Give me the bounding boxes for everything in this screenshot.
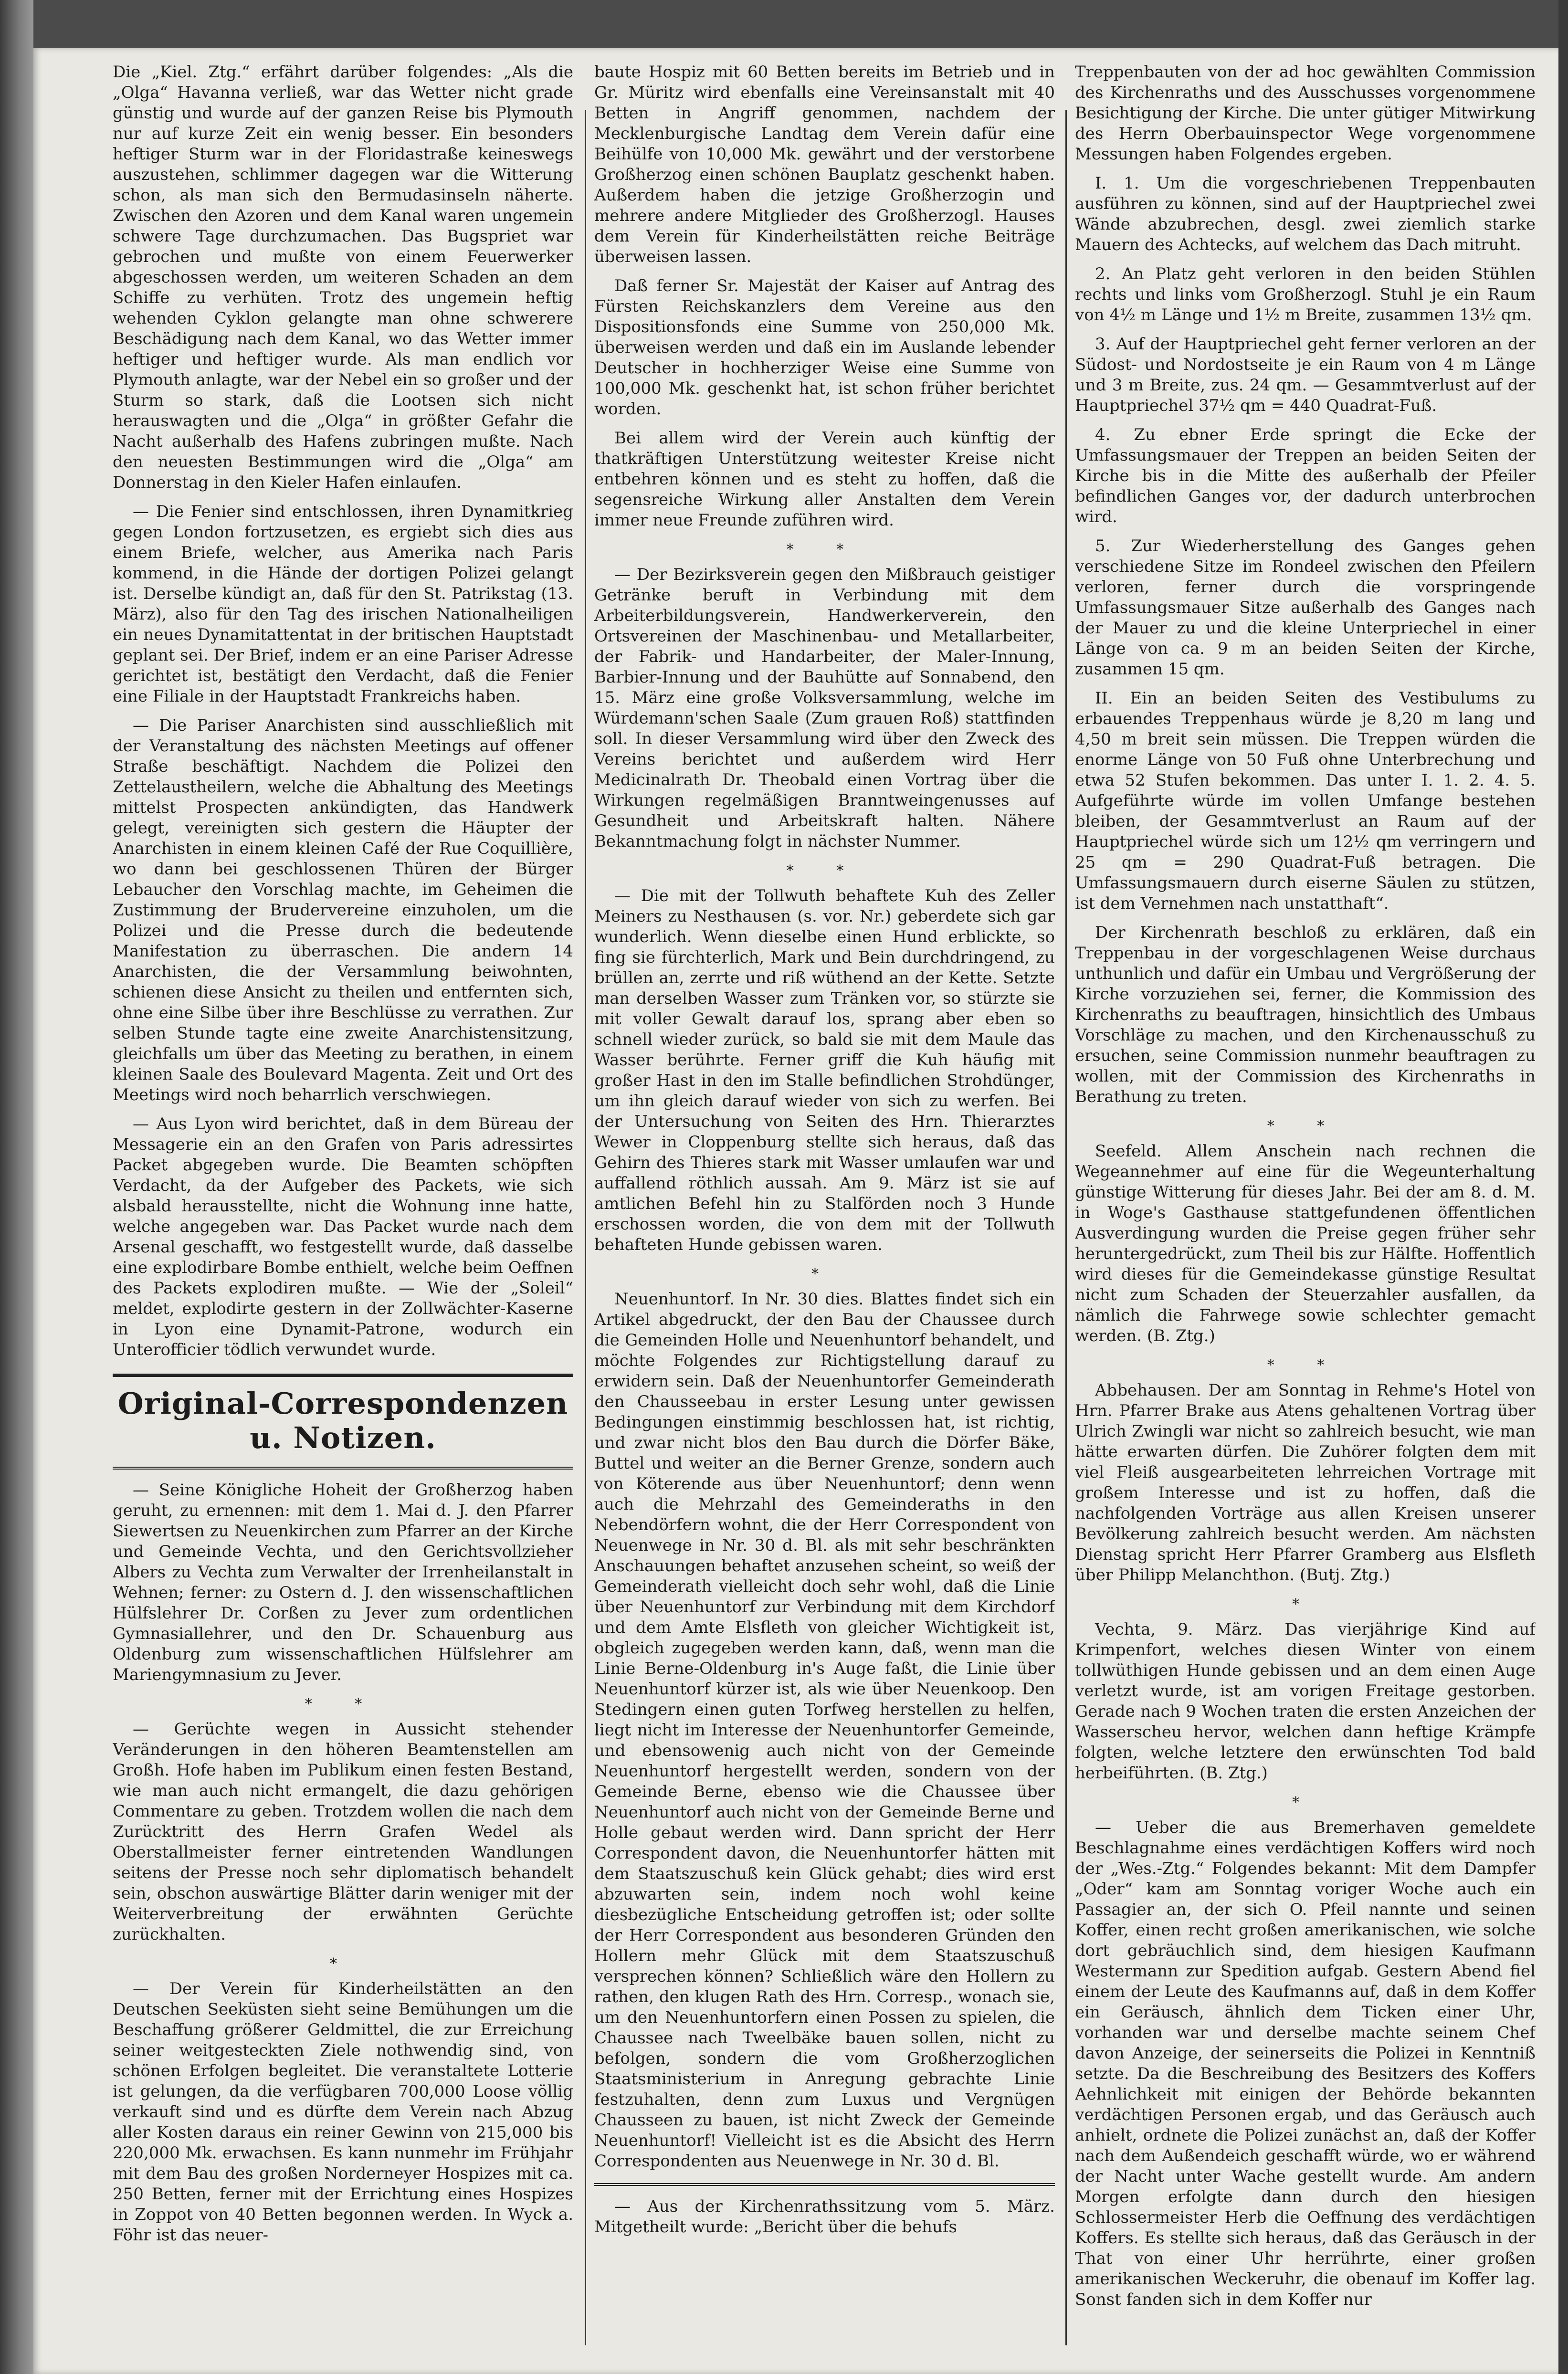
article-kirchenrath: — Aus der Kirchenrathssitzung vom 5. März. Mitgetheilt wurde: „Bericht über die behufs	[594, 2197, 1055, 2237]
section-heading: Original-Correspondenzen u. Notizen.	[117, 1386, 568, 1455]
article-geruechte: — Gerüchte wegen in Aussicht stehender Veränderungen in den höheren Beamtenstellen am Großh. Hofe haben im Publikum einen festen Bestand, wie man auch nicht ermangelt, die dazu gehörigen Commentare zu geben. Trotzdem wollen die nach dem Zurücktritt des Herrn Grafen Wedel als Oberstallmeister ferner eintretenden Wandlungen seitens der Presse noch sehr diplomatisch behandelt sein, obschon auswärtige Blätter darin weniger mit der Weiterverbreitung der erwähnten Gerüchte zurückhalten.	[113, 1720, 573, 1944]
column-rule	[1065, 110, 1067, 2345]
article-fenier: — Die Fenier sind entschlossen, ihren Dynamitkrieg gegen London fortzusetzen, es ergiebt sich dies aus einem Briefe, welcher, aus Amerika nach Paris kommend, in die Hände der dortigen Polizei gelangt ist. Derselbe kündigt an, daß für den St. Patrikstag (13. März), also für den Tag des irischen Nationalheiligen ein neues Dynamitattentat in der britischen Hauptstadt geplant sei. Der Brief, indem er an eine Pariser Adresse gerichtet ist, bestätigt den Verdacht, daß die Fenier eine Filiale in der Hauptstadt Frankreichs haben.	[113, 502, 573, 706]
article-hospiz: baute Hospiz mit 60 Betten bereits im Betrieb und in Gr. Müritz wird ebenfalls eine Vereinsanstalt mit 40 Betten in Angriff genommen, nachdem der Mecklenburgische Landtag dem Verein dafür eine Beihülfe von 10,000 Mk. gewährt und der verstorbene Großherzog einen schönen Bauplatz geschenkt haben. Außerdem haben die jetzige Großherzogin und mehrere andere Mitglieder des Großherzogl. Hauses dem Verein für Kinderheilstätten reiche Beiträge überweisen lassen.	[594, 63, 1055, 266]
article-bremerhaven: — Ueber die aus Bremerhaven gemeldete Beschlagnahme eines verdächtigen Koffers wird noch der „Wes.-Ztg.“ Folgendes bekannt: Mit dem Dampfer „Oder“ kam am Sonntag voriger Woche auch ein Passagier an, der sich O. Pfeil nannte und seinen Koffer, einen recht großen amerikanischen, wie solche dort gebräuchlich sind, dem hiesigen Kaufmann Westermann zur Spedition aufgab. Gestern Abend fiel einem der Leute des Kaufmanns auf, daß in dem Koffer ein Geräusch, ähnlich dem Ticken einer Uhr, vorhanden war und derselbe machte seinem Chef davon Anzeige, der seinerseits die Polizei in Kenntniß setzte. Da die Beschreibung des Besitzers des Koffers Aehnlichkeit mit einigen der Behörde bekannten verdächtigen Personen ergab, und das Geräusch auch anhielt, ordnete die Polizei zunächst an, daß der Koffer nach dem Außendeich geschafft würde, wo er während der Nacht unter Wache gestellt wurde. Am andern Morgen erfolgte dann durch den hiesigen Schlossermeister Herb die Oeffnung des verdächtigen Koffers. Es stellte sich heraus, daß das Geräusch in der That von einer Uhr herrührte, einer großen amerikanischen Weckeruhr, die obenauf im Koffer lag. Sonst fanden sich in dem Koffer nur	[1075, 1818, 1536, 2309]
article-verein: Bei allem wird der Verein auch künftig der thatkräftigen Unterstützung weitester Kreise nicht entbehren können und es steht zu hoffen, daß die segensreiche Wirkung aller Anstalten dem Verein immer neue Freunde zuführen wird.	[594, 429, 1055, 530]
article-olga: Die „Kiel. Ztg.“ erfährt darüber folgendes: „Als die „Olga“ Havanna verließ, war das Wetter nicht grade günstig und wurde auf der ganzen Reise bis Plymouth nur auf kurze Zeit ein wenig besser. Ein besonders heftiger Sturm war in der Floridastraße keineswegs auszustehen, schlimmer dagegen war die Witterung schon, als man sich den Bermudasinseln näherte. Zwischen den Azoren und dem Kanal waren ungemein schwere Tage durchzumachen. Das Bugspriet war gebrochen und mußte von einem Feuerwerker abgeschossen werden, um weiteren Schaden an dem Schiffe zu verhüten. Trotz des ungemein heftig wehenden Cyklon gelangte man ohne schwerere Beschädigung nach dem Kanal, wo das Wetter immer heftiger und heftiger wurde. Als man endlich vor Plymouth anlagte, war der Nebel ein so großer und der Sturm so stark, daß die Lootsen sich nicht herauswagten und die „Olga“ in größter Gefahr die Nacht außerhalb des Hafens zubringen mußte. Nach den neuesten Bestimmungen wird die „Olga“ am Donnerstag in den Kieler Hafen einlaufen.	[113, 63, 573, 492]
separator-stars: * *	[1267, 1118, 1344, 1134]
column-2	[594, 62, 1055, 2360]
article-vechta: Vechta, 9. März. Das vierjährige Kind auf Krimpenfort, welches diesen Winter von einem tollwüthigen Hunde gebissen und an dem einen Auge verletzt wurde, ist am vorigen Freitage gestorben. Gerade nach 9 Wochen traten die ersten Anzeichen der Wasserscheu hervor, welchen dann heftige Krämpfe folgten, welche letztere den erwünschten Tod bald herbeiführten. (B. Ztg.)	[1075, 1620, 1536, 1783]
article-lyon: — Aus Lyon wird berichtet, daß in dem Büreau der Messagerie ein an den Grafen von Paris adressirtes Packet abgegeben wurde. Die Beamten schöpften Verdacht, da der Aufgeber des Packets, wie sich alsbald herausstellte, nicht die Wohnung inne hatte, welche angegeben war. Das Packet wurde nach dem Arsenal geschafft, wo festgestellt wurde, daß dasselbe eine explodirbare Bombe enthielt, welche beim Oeffnen des Packets explodiren mußte. — Wie der „Soleil“ meldet, explodirte gestern in der Zollwächter-Kaserne in Lyon eine Dynamit-Patrone, wodurch ein Unterofficier tödlich verwundet wurde.	[113, 1114, 573, 1359]
article-treppenbau-3: 3. Auf der Hauptpriechel geht ferner verloren an der Südost- und Nordostseite je ein Raum von 4 m Länge und 3 m Breite, zus. 24 qm. — Gesammtverlust auf der Hauptpriechel 37½ qm = 440 Quadrat-Fuß.	[1075, 335, 1536, 415]
separator-stars: * *	[1267, 1357, 1344, 1374]
article-kirchenrath-beschluss: Der Kirchenrath beschloß zu erklären, daß ein Treppenbau in der vorgeschlagenen Weise durchaus unthunlich und dafür ein Umbau und Vergrößerung der Kirche vorzuziehen sei, ferner, die Kommission des Kirchenraths zu beauftragen, hinsichtlich des Umbaus Vorschläge zu machen, und den Kirchenausschuß zu ersuchen, seine Commission nunmehr beauftragen zu wollen, mit der Commission des Kirchenraths in Berathung zu treten.	[1075, 923, 1536, 1106]
separator-stars: *	[811, 1266, 838, 1282]
column-3	[1075, 62, 1536, 2360]
article-kinderheilstaetten: — Der Verein für Kinderheilstätten an den Deutschen Seeküsten sieht seine Bemühungen um die Beschaffung größerer Geldmittel, die zur Erreichung seiner weitgesteckten Ziele nothwendig sind, von schönen Erfolgen begleitet. Die veranstaltete Lotterie ist gelungen, da die verfügbaren 700,000 Loose völlig verkauft sind und es dürfte dem Verein nach Abzug aller Kosten daraus ein reiner Gewinn von 215,000 bis 220,000 Mk. erwachsen. Es kann nunmehr im Frühjahr mit dem Bau des großen Norderneyer Hospizes mit ca. 250 Betten, ferner mit der Errichtung eines Hospizes in Zoppot von 40 Betten begonnen werden. In Wyck a. Föhr ist das neuer-	[113, 1979, 573, 2245]
article-treppenbau-1: I. 1. Um die vorgeschriebenen Treppenbauten ausführen zu können, sind auf der Hauptpriechel zwei Wände abzubrechen, desgl. zwei ziemlich starke Mauern des Achtecks, auf welchem das Dach mitruht.	[1075, 174, 1536, 254]
separator-stars: * *	[305, 1696, 381, 1712]
article-treppenbau-4: 4. Zu ebner Erde springt die Ecke der Umfassungsmauer der Treppen an beiden Seiten der Kirche bis in die Mitte des außerhalb der Pfeiler befindlichen Ganges vor, der dadurch unterbrochen wird.	[1075, 425, 1536, 526]
section-rule	[594, 2183, 1055, 2186]
separator-stars: *	[330, 1955, 356, 1972]
article-tollwuth: — Die mit der Tollwuth behaftete Kuh des Zeller Meiners zu Nesthausen (s. vor. Nr.) geberdete sich gar wunderlich. Wenn dieselbe einen Hund erblickte, so fing sie fürchterlich, Mark und Bein durchdringend, zu brüllen an, zerrte und riß wüthend an der Kette. Setzte man derselben Wasser zum Tränken vor, so stürzte sie mit voller Gewalt darauf los, sprang aber eben so schnell wieder zurück, so bald sie mit dem Maule das Wasser berührte. Ferner griff die Kuh häufig mit großer Hast in den im Stalle befindlichen Strohdünger, um ihn gleich darauf wieder von sich zu werfen. Bei der Untersuchung von Seiten des Hrn. Thierarztes Wewer in Cloppenburg stellte sich heraus, daß das Gehirn des Thieres stark mit Wasser umlaufen war und auffallend röthlich aussah. Am 9. März ist sie auf amtlichen Befehl hin zu Stalförden noch 3 Hunde erschossen worden, die von dem mit der Tollwuth behafteten Hunde gebissen waren.	[594, 886, 1055, 1254]
article-neuenhuntorf: Neuenhuntorf. In Nr. 30 dies. Blattes findet sich ein Artikel abgedruckt, der den Bau der Chaussee durch die Gemeinden Holle und Neuenhuntorf behandelt, und möchte Folgendes zur Richtigstellung darauf zu erwidern sein. Daß der Neuenhuntorfer Gemeinderath den Chausseebau in erster Lesung unter gewissen Bedingungen einstimmig beschlossen hat, ist richtig, und zwar nicht blos den Bau durch die Dörfer Bäke, Buttel und weiter an die Berner Grenze, sondern auch von Köterende aus über Neuenhuntorf; denn wenn auch die Mehrzahl des Gemeinderaths in den Nebendörfern wohnt, die der Herr Correspondent von Neuenwege in Nr. 30 d. Bl. als mit sehr beschränkten Anschauungen behaftet anzusehen scheint, so weiß der Gemeinderath vielleicht doch sehr wohl, daß die Linie über Neuenhuntorf zur Verbindung mit dem Kirchdorf und dem Amte Elsfleth von gleicher Wichtigkeit ist, obgleich zugegeben werden kann, daß, wenn man die Linie Berne-Oldenburg in's Auge faßt, die Linie über Neuenhuntorf kürzer ist, als wie über Neuenkoop. Den Stedingern einen guten Torfweg herstellen zu helfen, liegt nicht im Interesse der Neuenhuntorfer Gemeinde, und ebensowenig auch nicht von der Gemeinde Neuenhuntorf hergestellt werden, sondern von der Gemeinde Berne, ebenso wie die Chaussee über Neuenhuntorf auch nicht von der Gemeinde Berne und Holle gebaut werden wird. Dann spricht der Herr Correspondent davon, die Neuenhuntorfer hätten mit dem Staatszuschuß kein Glück gehabt; dies wird erst abzuwarten sein, indem noch wohl keine diesbezügliche Entscheidung getroffen ist; oder sollte der Herr Correspondent aus besonderen Gründen den Hollern mehr Glück mit dem Staatszuschuß versprechen können? Schließlich wäre den Hollern zu rathen, den klugen Rath des Hrn. Corresp., wonach sie, um den Neuenhuntorfern einen Possen zu spielen, die Chaussee nach Tweelbäke bauen sollen, nicht zu befolgen, sondern die vom Großherzoglichen Staatsministerium in Anregung gebrachte Linie festzuhalten, denn zum Luxus und Vergnügen Chausseen zu bauen, ist nicht Zweck der Gemeinde Neuenhuntorf! Vielleicht ist es die Absicht des Herrn Correspondenten aus Neuenwege in Nr. 30 d. Bl.	[594, 1290, 1055, 2171]
separator-stars: * *	[786, 541, 863, 558]
column-rule	[585, 110, 586, 2345]
article-missbrauch: — Der Bezirksverein gegen den Mißbrauch geistiger Getränke beruft in Verbindung mit dem Arbeiterbildungsverein, Handwerkerverein, den Ortsvereinen der Maschinenbau- und Metallarbeiter, der Fabrik- und Handarbeiter, der Maler-Innung, Barbier-Innung und der Bauhütte auf Sonnabend, den 15. März eine große Volksversammlung, welche im Würdemann'schen Saale (Zum grauen Roß) stattfinden soll. In dieser Versammlung wird über den Zweck des Vereins berichtet und außerdem wird Herr Medicinalrath Dr. Theobald einen Vortrag über die Wirkungen regelmäßigen Branntweingenusses auf Gesundheit und Arbeitskraft halten. Nähere Bekanntmachung folgt in nächster Nummer.	[594, 565, 1055, 851]
article-seefeld: Seefeld. Allem Anschein nach rechnen die Wegeannehmer auf eine für die Wegeunterhaltung günstige Witterung für dieses Jahr. Bei der am 8. d. M. in Woge's Gasthause stattgefundenen öffentlichen Ausverdingung wurden die Preise gegen früher sehr heruntergedrückt, zum Theil bis zur Hälfte. Hoffentlich wird dieses für die Gemeindekasse günstige Resultat nicht zum Schaden der Steuerzahler ausfallen, da nämlich die Fahrwege sowie schlechter gemacht werden. (B. Ztg.)	[1075, 1142, 1536, 1345]
separator-stars: *	[1292, 1596, 1318, 1613]
article-treppenbau-2: 2. An Platz geht verloren in den beiden Stühlen rechts und links vom Großherzogl. Stuhl je ein Raum von 4½ m Länge und 1½ m Breite, zusammen 13½ qm.	[1075, 264, 1536, 325]
section-rule	[113, 1374, 573, 1377]
section-rule	[113, 1467, 573, 1470]
article-treppenbau-II: II. Ein an beiden Seiten des Vestibulums zu erbauendes Treppenhaus würde je 8,20 m lang und 4,50 m breit sein müssen. Die Treppen würden die enorme Länge von 50 Fuß ohne Unterbrechung und etwa 52 Stufen bekommen. Das unter I. 1. 2. 4. 5. Aufgeführte würde im vollen Umfange bestehen bleiben, der Gesammtverlust an Raum auf der Hauptpriechel würde sich um 12½ qm verringern und 25 qm = 290 Quadrat-Fuß betragen. Die Umfassungsmauern durch eiserne Säulen zu stützen, ist dem Vernehmen nach unstatthaft“.	[1075, 689, 1536, 913]
article-grossherzog: — Seine Königliche Hoheit der Großherzog haben geruht, zu ernennen: mit dem 1. Mai d. J. den Pfarrer Siewertsen zu Neuenkirchen zum Pfarrer an der Kirche und Gemeinde Vechta, und den Gerichtsvollzieher Albers zu Vechta zum Verwalter der Irrenheilanstalt in Wehnen; ferner: zu Ostern d. J. den wissenschaftlichen Hülfslehrer Dr. Corßen zu Jever zum ordentlichen Gymnasiallehrer, und den Dr. Schauenburg aus Oldenburg zum wissenschaftlichen Hülfslehrer am Mariengymnasium zu Jever.	[113, 1481, 573, 1684]
article-abbehausen: Abbehausen. Der am Sonntag in Rehme's Hotel von Hrn. Pfarrer Brake aus Atens gehaltenen Vortrag über Ulrich Zwingli war nicht so zahlreich besucht, wie man hätte erwarten dürfen. Die Zuhörer folgten dem mit viel Fleiß ausgearbeiteten lehrreichen Vortrage mit großem Interesse und ist zu hoffen, daß die nachfolgenden Vorträge aus allen Kreisen unserer Bevölkerung zahlreich besucht werden. Am nächsten Dienstag spricht Herr Pfarrer Gramberg aus Elsfleth über Philipp Melanchthon. (Butj. Ztg.)	[1075, 1381, 1536, 1585]
article-anarchisten: — Die Pariser Anarchisten sind ausschließlich mit der Veranstaltung des nächsten Meetings auf offener Straße beschäftigt. Nachdem die Polizei den Zettelaustheilern, welche die Abhaltung des Meetings mittelst Prospecten ankündigten, das Handwerk gelegt, vereinigten sich gestern die Häupter der Anarchisten in einem kleinen Café der Rue Coquillière, wo dann bei geschlossenen Thüren der Bürger Lebaucher den Vorschlag machte, im Geheimen die Zustimmung der Brudervereine einzuholen, um die Polizei und die Presse durch die bedeutende Manifestation zu überraschen. Die andern 14 Anarchisten, die der Versammlung beiwohnten, schienen diese Ansicht zu theilen und entfernten sich, ohne eine Silbe über ihre Beschlüsse zu verrathen. Zur selben Stunde tagte eine zweite Anarchistensitzung, gleichfalls um über das Meeting zu berathen, in einem kleinen Saale des Boulevard Magenta. Zeit und Ort des Meetings wird noch beharrlich verschwiegen.	[113, 716, 573, 1104]
column-1	[113, 62, 573, 2360]
article-treppenbau: Treppenbauten von der ad hoc gewählten Commission des Kirchenraths und des Ausschusses vorgenommene Besichtigung der Kirche. Die unter gütiger Mitwirkung des Herrn Oberbauinspector Wege vorgenommene Messungen haben Folgendes ergeben.	[1075, 63, 1536, 164]
scan-top-edge	[33, 0, 1568, 48]
article-treppenbau-5: 5. Zur Wiederherstellung des Ganges gehen verschiedene Sitze im Rondeel zwischen den Pfeilern verloren, ferner durch die vorspringende Umfassungsmauer Sitze außerhalb des Ganges nach der Mauer zu und die kleine Unterpriechel in einer Länge von ca. 9 m an beiden Seiten der Kirche, zusammen 15 qm.	[1075, 536, 1536, 679]
separator-stars: *	[1292, 1794, 1318, 1811]
article-kaiser: Daß ferner Sr. Majestät der Kaiser auf Antrag des Fürsten Reichskanzlers dem Vereine aus den Dispositionsfonds eine Summe von 250,000 Mk. überweisen werden und daß ein im Auslande lebender Deutscher in hochherziger Weise eine Summe von 100,000 Mk. geschenkt hat, ist schon früher berichtet worden.	[594, 276, 1055, 419]
scan-right-edge	[1558, 0, 1568, 2374]
separator-stars: * *	[786, 862, 863, 879]
